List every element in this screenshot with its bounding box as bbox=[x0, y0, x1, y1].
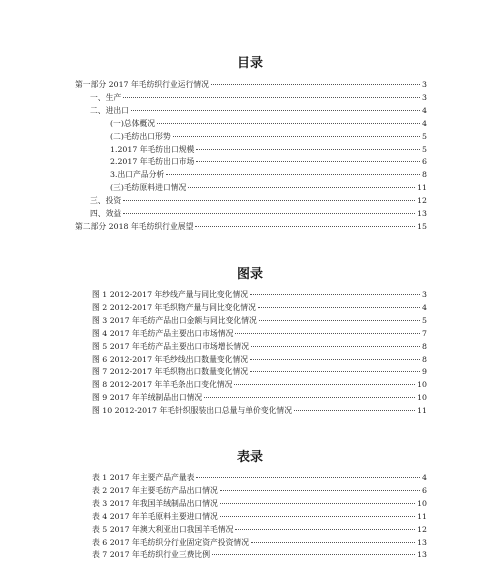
toc-entry[interactable] bbox=[110, 170, 427, 180]
entry-label: (二)毛纺出口形势 bbox=[110, 131, 171, 141]
figure-entry[interactable] bbox=[92, 290, 427, 300]
entry-label: 表 4 2017 年羊毛原料主要进口情况 bbox=[92, 511, 218, 521]
entry-page-number: 3 bbox=[422, 80, 427, 89]
entry-page-number: 13 bbox=[417, 209, 427, 218]
entry-page-number: 5 bbox=[422, 315, 427, 325]
dot-leader bbox=[173, 136, 420, 137]
entry-label: 2.2017 年毛纺出口市场 bbox=[110, 157, 195, 167]
dot-leader bbox=[204, 397, 415, 398]
entry-label: 图 3 2017 年毛纺产品出口金额与同比变化情况 bbox=[92, 315, 257, 325]
figure-entry[interactable] bbox=[92, 406, 427, 416]
entry-page-number: 3 bbox=[422, 290, 427, 299]
entry-label: 二、进出口 bbox=[90, 105, 129, 115]
table-entry[interactable] bbox=[92, 538, 427, 548]
entry-page-number: 12 bbox=[417, 196, 427, 206]
entry-page-number: 5 bbox=[422, 144, 427, 154]
figure-entry[interactable] bbox=[92, 342, 427, 352]
entry-label: 表 7 2017 年毛纺织行业三费比例 bbox=[92, 550, 211, 560]
dot-leader bbox=[166, 174, 420, 175]
dot-leader bbox=[196, 477, 420, 478]
dot-leader bbox=[195, 226, 415, 227]
dot-leader bbox=[235, 529, 415, 530]
dot-leader bbox=[157, 123, 420, 124]
entry-page-number: 13 bbox=[417, 537, 427, 547]
entry-label: 表 6 2017 年毛纺织分行业固定资产投资情况 bbox=[92, 537, 249, 547]
dot-leader bbox=[220, 503, 415, 504]
entry-page-number: 8 bbox=[422, 354, 427, 364]
entry-page-number: 4 bbox=[422, 118, 427, 128]
dot-leader bbox=[235, 333, 420, 334]
dot-leader bbox=[123, 213, 415, 214]
entry-page-number: 11 bbox=[417, 406, 427, 416]
toc-entry[interactable] bbox=[90, 106, 427, 116]
table-entry[interactable] bbox=[92, 473, 427, 483]
entry-page-number: 6 bbox=[422, 485, 427, 495]
dot-leader bbox=[123, 200, 415, 201]
entry-page-number: 8 bbox=[422, 170, 427, 180]
dot-leader bbox=[294, 410, 415, 411]
entry-label: 图 7 2012-2017 年毛织物出口数量变化情况 bbox=[92, 367, 249, 377]
entry-page-number: 11 bbox=[417, 183, 427, 193]
entry-label: 图 8 2012-2017 年羊毛条出口变化情况 bbox=[92, 380, 233, 390]
entry-page-number: 4 bbox=[422, 473, 427, 482]
toc-entry[interactable] bbox=[75, 80, 427, 90]
dot-leader bbox=[220, 490, 420, 491]
entry-page-number: 4 bbox=[422, 105, 427, 115]
entry-label: 图 1 2012-2017 年纱线产量与同比变化情况 bbox=[92, 290, 249, 299]
dot-leader bbox=[220, 516, 415, 517]
entry-label: 一、生产 bbox=[90, 92, 122, 102]
contents-heading: 目录 bbox=[236, 56, 263, 71]
figure-entry[interactable] bbox=[92, 393, 427, 403]
entry-label: 四、效益 bbox=[90, 209, 122, 218]
figures-heading: 图录 bbox=[236, 267, 263, 282]
entry-label: (三)毛纺原料进口情况 bbox=[110, 183, 187, 193]
entry-label: 图 6 2012-2017 年毛纱线出口数量变化情况 bbox=[92, 354, 249, 364]
dot-leader bbox=[234, 384, 415, 385]
table-entry[interactable] bbox=[92, 512, 427, 522]
toc-entry[interactable] bbox=[110, 157, 427, 167]
dot-leader bbox=[259, 320, 420, 321]
toc-entry[interactable] bbox=[90, 196, 427, 206]
entry-page-number: 6 bbox=[422, 157, 427, 167]
dot-leader bbox=[131, 110, 420, 111]
toc-entry[interactable] bbox=[90, 93, 427, 103]
table-entry[interactable] bbox=[92, 499, 427, 509]
dot-leader bbox=[250, 294, 420, 295]
entry-page-number: 11 bbox=[417, 511, 427, 521]
figure-entry[interactable] bbox=[92, 303, 427, 313]
entry-page-number: 10 bbox=[417, 498, 427, 508]
entry-page-number: 4 bbox=[422, 302, 427, 312]
tables-heading: 表录 bbox=[236, 450, 263, 465]
figure-entry[interactable] bbox=[92, 380, 427, 390]
dot-leader bbox=[196, 161, 420, 162]
toc-entry[interactable] bbox=[110, 145, 427, 155]
entry-label: 3.出口产品分析 bbox=[110, 170, 165, 180]
entry-label: 表 3 2017 年我国羊绒制品出口情况 bbox=[92, 498, 218, 508]
entry-label: 表 5 2017 年澳大利亚出口我国羊毛情况 bbox=[92, 524, 234, 534]
entry-label: 表 1 2017 年主要产品产量表 bbox=[92, 473, 195, 482]
toc-entry[interactable] bbox=[75, 222, 427, 232]
entry-label: 图 4 2017 年毛纺产品主要出口市场情况 bbox=[92, 328, 234, 338]
table-entry[interactable] bbox=[92, 550, 427, 560]
toc-entry[interactable] bbox=[110, 119, 427, 129]
table-entry[interactable] bbox=[92, 525, 427, 535]
entry-label: 表 2 2017 年主要毛纺产品出口情况 bbox=[92, 485, 218, 495]
dot-leader bbox=[123, 97, 420, 98]
dot-leader bbox=[251, 542, 415, 543]
dot-leader bbox=[258, 307, 420, 308]
entry-label: 图 2 2012-2017 年毛织物产量与同比变化情况 bbox=[92, 302, 256, 312]
entry-page-number: 10 bbox=[417, 393, 427, 403]
figure-entry[interactable] bbox=[92, 329, 427, 339]
toc-entry[interactable] bbox=[110, 132, 427, 142]
entry-page-number: 12 bbox=[417, 524, 427, 534]
figure-entry[interactable] bbox=[92, 316, 427, 326]
entry-page-number: 13 bbox=[417, 550, 427, 560]
entry-page-number: 10 bbox=[417, 380, 427, 390]
table-entry[interactable] bbox=[92, 486, 427, 496]
dot-leader bbox=[250, 371, 420, 372]
entry-label: 图 9 2017 年羊绒制品出口情况 bbox=[92, 393, 203, 403]
figure-entry[interactable] bbox=[92, 367, 427, 377]
entry-page-number: 15 bbox=[417, 221, 427, 231]
toc-entry[interactable] bbox=[90, 209, 427, 219]
entry-label: 第二部分 2018 年毛纺织行业展望 bbox=[75, 221, 194, 231]
dot-leader bbox=[250, 359, 420, 360]
entry-page-number: 9 bbox=[422, 367, 427, 377]
dot-leader bbox=[196, 149, 420, 150]
entry-label: 1.2017 年毛纺出口规模 bbox=[110, 144, 195, 154]
entry-page-number: 8 bbox=[422, 341, 427, 351]
entry-page-number: 3 bbox=[422, 92, 427, 102]
entry-page-number: 5 bbox=[422, 131, 427, 141]
dot-leader bbox=[211, 84, 420, 85]
entry-label: 图 10 2012-2017 年毛针织服装出口总量与单价变化情况 bbox=[92, 406, 293, 416]
entry-label: 三、投资 bbox=[90, 196, 122, 206]
dot-leader bbox=[188, 187, 415, 188]
dot-leader bbox=[251, 346, 420, 347]
toc-entry[interactable] bbox=[110, 183, 427, 193]
entry-label: 第一部分 2017 年毛纺织行业运行情况 bbox=[75, 80, 209, 89]
entry-page-number: 7 bbox=[422, 328, 427, 338]
dot-leader bbox=[212, 554, 415, 555]
entry-label: (一)总体概况 bbox=[110, 118, 156, 128]
figure-entry[interactable] bbox=[92, 355, 427, 365]
entry-label: 图 5 2017 年毛纺产品主要出口市场增长情况 bbox=[92, 341, 249, 351]
